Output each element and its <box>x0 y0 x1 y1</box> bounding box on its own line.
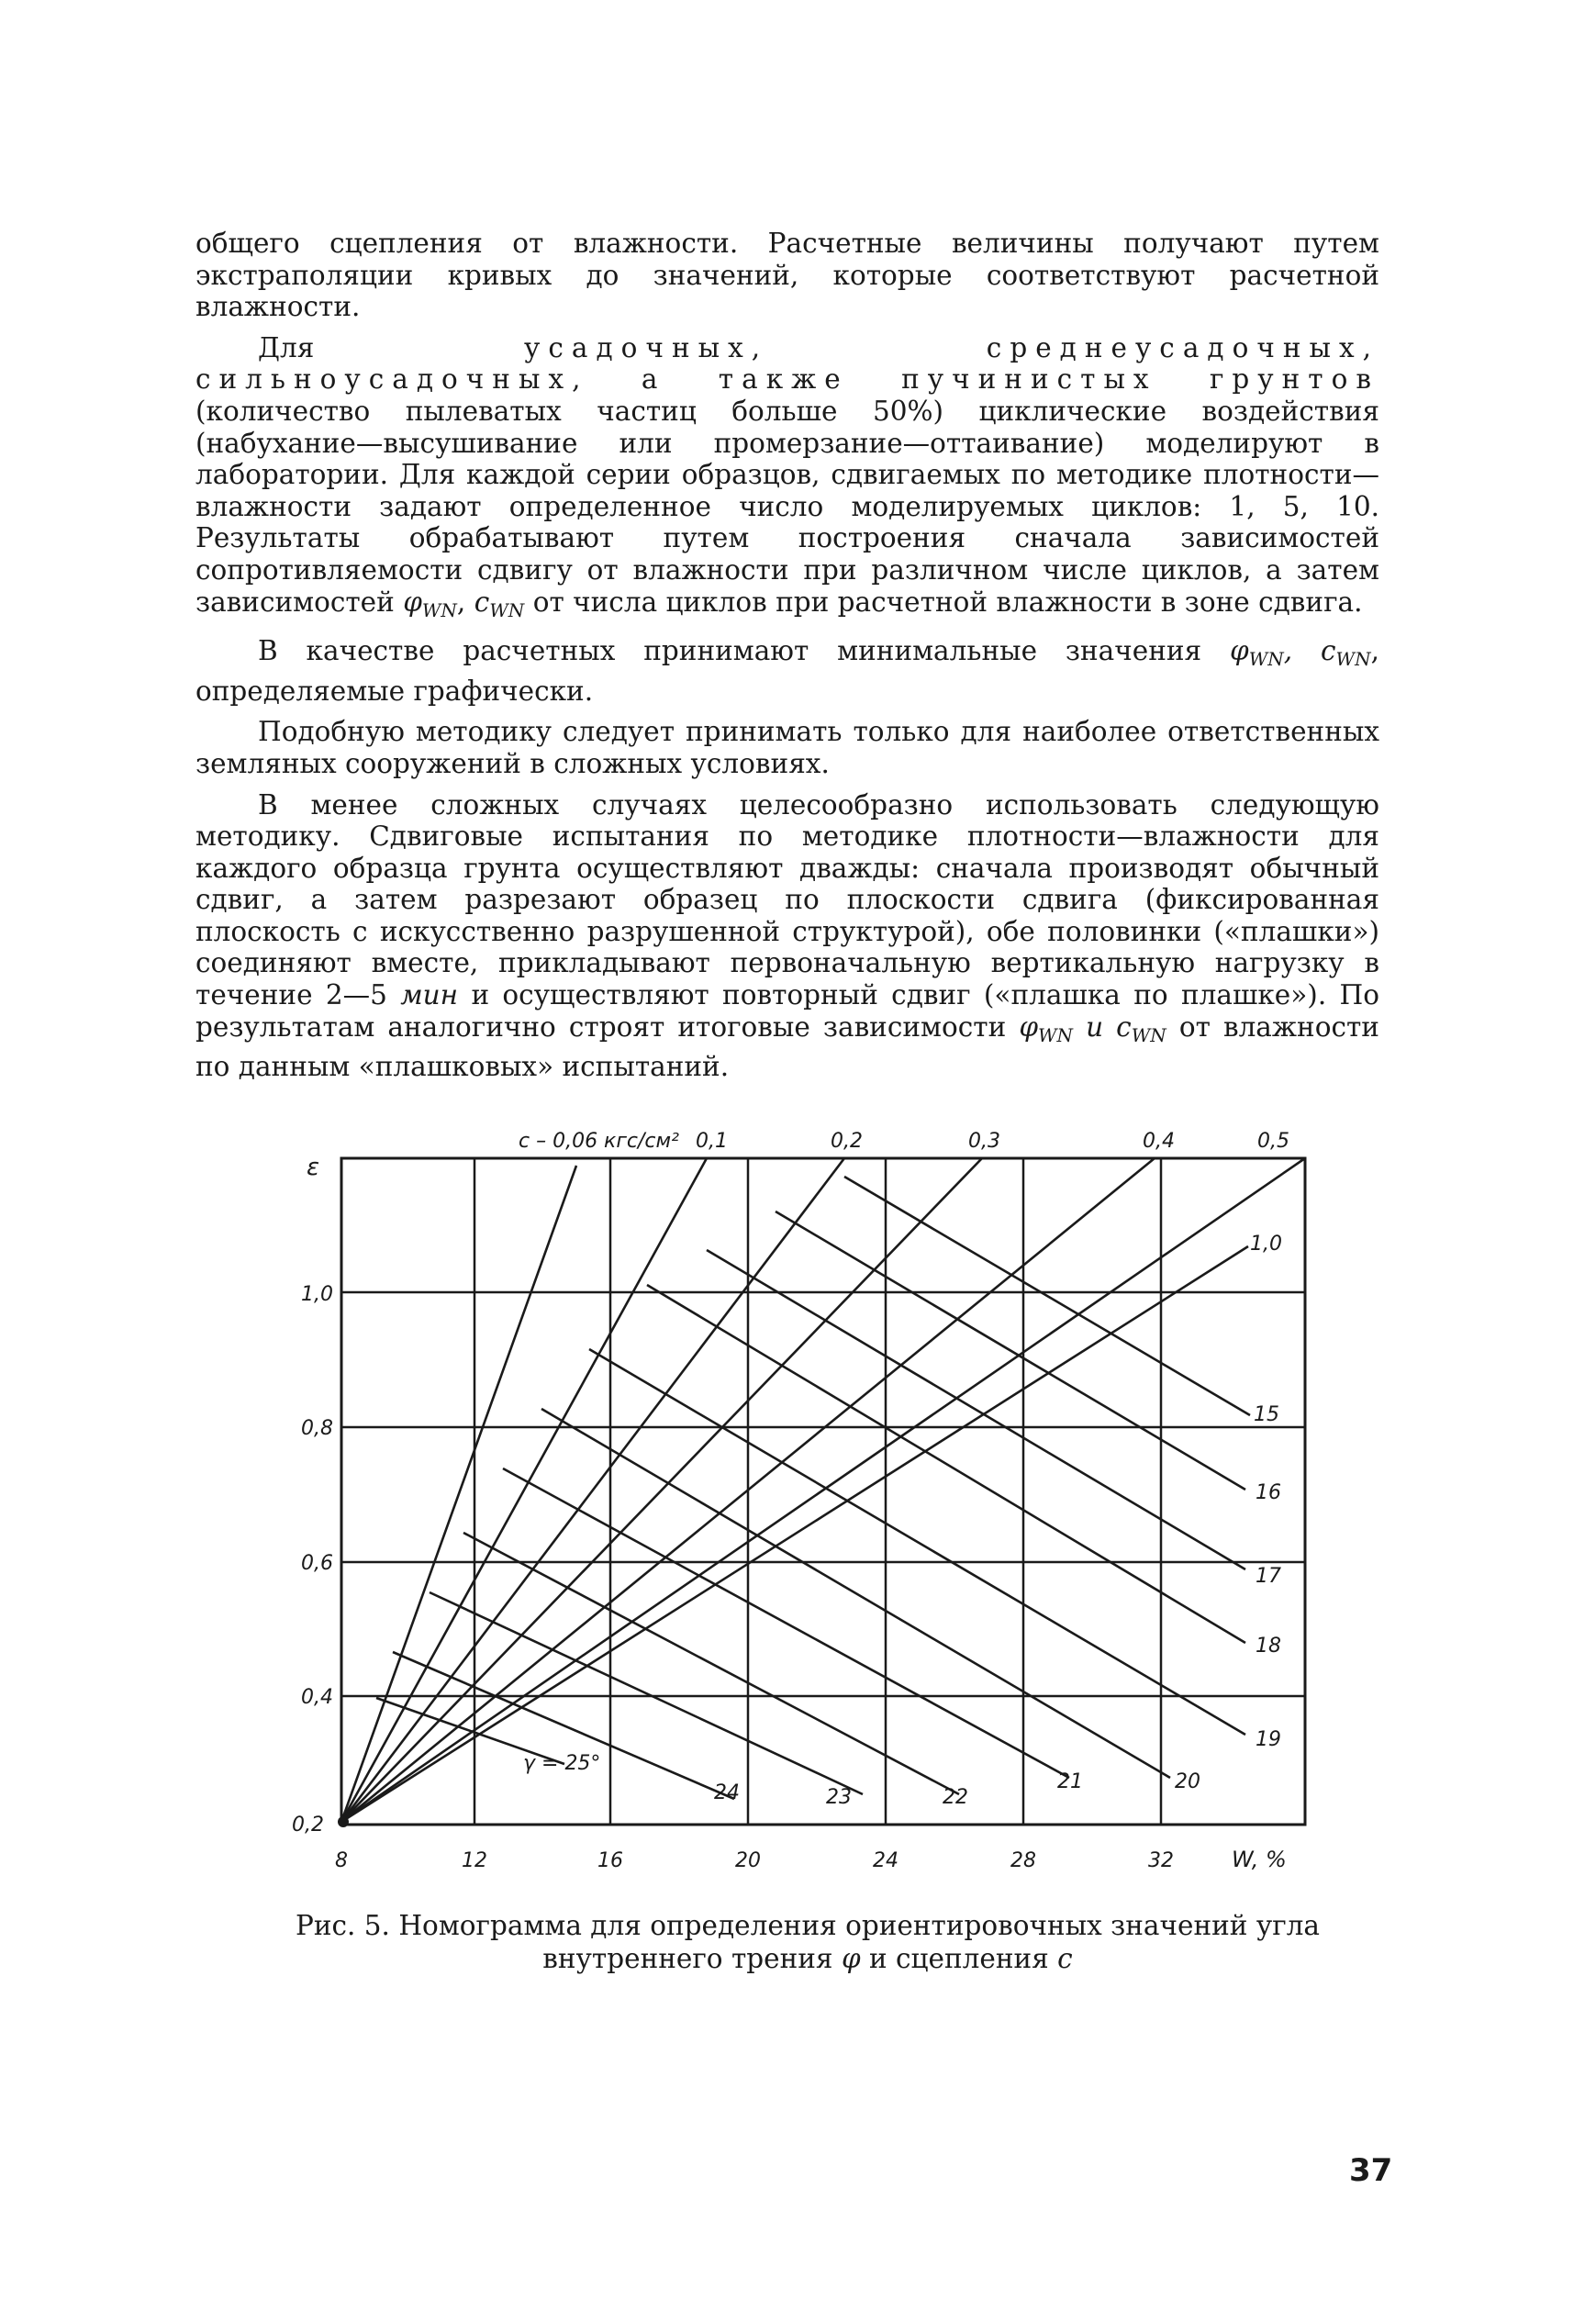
paragraph-3-end: , определяемые графически. <box>195 635 1379 707</box>
phi-label-24: 24 <box>714 1781 740 1804</box>
phi-label-16: 16 <box>1256 1481 1281 1504</box>
phi-symbol: φ <box>841 1943 861 1974</box>
c-label-1-0: 1,0 <box>1250 1233 1282 1256</box>
paragraph-5-body: и осуществляют повторный сдвиг («плашка по плашке»). По результатам аналогично строят итоговые зависимости <box>195 979 1380 1043</box>
phi-label-19: 19 <box>1256 1728 1281 1751</box>
phi-line-23 <box>430 1592 863 1794</box>
paragraph-5-end: от влажности по данным «плашковых» испытаний. <box>195 1010 1379 1083</box>
phi-symbol: φ <box>1019 1010 1038 1043</box>
paragraph-4: Подобную методику следует принимать только для наиболее ответственных земляных сооружений в сложных условиях. <box>195 716 1379 779</box>
subscript: WN <box>1037 1023 1074 1046</box>
page-number: 37 <box>1349 2152 1393 2189</box>
phi-label-23: 23 <box>826 1786 852 1809</box>
x-tick-32: 32 <box>1148 1849 1174 1872</box>
y-tick-0-6: 0,6 <box>301 1552 333 1575</box>
y-tick-0-4: 0,4 <box>301 1686 333 1709</box>
y-axis-label: ε <box>307 1154 320 1181</box>
paragraph-2-spaced-terms: усадочных, среднеусадочных, сильноусадочных, а также пучинистых грунтов <box>195 331 1379 396</box>
c-label-0-3: 0,3 <box>968 1130 1000 1153</box>
phi-label-20: 20 <box>1175 1770 1200 1793</box>
paragraph-2-body: (количество пылеватых частиц больше 50%) циклические воздействия (набухание—высушивание или промерзание—оттаивание) моделируют в лаборатории. Для каждой серии образцов, сдвигаемых по методике плотности—влажности задают определенное число моделируемых циклов: 1, 5, 10. Результаты обрабатывают путем построения сначала зависимостей сопротивляемости сдвигу от влажности при различном числе циклов, а затем зависимостей <box>195 395 1379 618</box>
paragraph-3 <box>195 635 1379 707</box>
phi-line-20 <box>541 1409 1170 1778</box>
c-label-0-5: 0,5 <box>1257 1130 1289 1153</box>
phi-symbol: φ <box>403 586 422 618</box>
paragraph-2-start: Для <box>258 331 315 363</box>
phi-label-21: 21 <box>1057 1770 1083 1793</box>
c-symbol: и c <box>1086 1010 1132 1043</box>
caption-prefix: Рис. 5. <box>296 1910 390 1941</box>
nomogram-chart <box>275 1111 1340 1918</box>
y-tick-labels <box>292 1283 333 1837</box>
c-symbol: с <box>1057 1943 1073 1974</box>
x-tick-24: 24 <box>873 1849 898 1872</box>
subscript: WN <box>1131 1023 1166 1046</box>
phi-label-15: 15 <box>1254 1403 1279 1426</box>
c-symbol: c <box>474 586 490 618</box>
phi-label-18: 18 <box>1256 1635 1281 1658</box>
paragraph-5 <box>195 789 1379 1083</box>
c-label-0-1: 0,1 <box>696 1130 728 1153</box>
subscript: WN <box>489 598 525 621</box>
x-tick-8: 8 <box>335 1849 348 1872</box>
minutes-unit: мин <box>400 979 459 1011</box>
paragraph-2-end: от числа циклов при расчетной влажности в зоне сдвига. <box>532 586 1363 618</box>
body-text <box>195 228 1379 1092</box>
c-line-1-0 <box>341 1246 1248 1822</box>
y-tick-0-8: 0,8 <box>301 1417 333 1440</box>
y-tick-1-0: 1,0 <box>301 1283 333 1306</box>
gamma-label: γ = 25° <box>523 1752 601 1775</box>
x-tick-12: 12 <box>462 1849 487 1872</box>
cohesion-labels <box>519 1130 1289 1256</box>
paragraph-5-start: В менее сложных случаях целесообразно использовать следующую методику. Сдвиговые испытания по методике плотности—влажности для каждого образца грунта осуществляют дважды: сначала производят обычный сдвиг, а затем разрезают образец по плоскости сдвига (фиксированная плоскость с искусственно разрушенной структурой), обе половинки («плашки») соединяют вместе, прикладывают первоначальную вертикальную нагрузку в течение 2—5 <box>195 788 1379 1011</box>
y-tick-0-2: 0,2 <box>292 1814 324 1837</box>
phi-symbol: φ <box>1230 635 1249 667</box>
x-tick-28: 28 <box>1010 1849 1036 1872</box>
phi-label-22: 22 <box>943 1786 968 1809</box>
paragraph-1: общего сцепления от влажности. Расчетные величины получают путем экстраполяции кривых до значений, которые соответствуют расчетной влажности. <box>195 228 1379 323</box>
x-tick-16: 16 <box>597 1849 623 1872</box>
c-label-0-2: 0,2 <box>831 1130 863 1153</box>
x-tick-20: 20 <box>735 1849 761 1872</box>
phi-line-19 <box>589 1349 1245 1735</box>
x-axis-label: W, % <box>1232 1847 1287 1872</box>
subscript: WN <box>421 598 457 621</box>
c-label-0-4: 0,4 <box>1143 1130 1175 1153</box>
c-label-prefix: с – 0,06 кгс/см² <box>519 1130 679 1153</box>
phi-line-16 <box>776 1211 1245 1490</box>
friction-angle-lines <box>376 1177 1250 1799</box>
c-line-0-2 <box>341 1158 844 1822</box>
figure-caption <box>294 1909 1322 1975</box>
vertical-gridlines <box>474 1158 1161 1825</box>
origin-point <box>338 1816 349 1827</box>
c-line-0-06 <box>341 1166 576 1822</box>
phi-line-15 <box>844 1177 1250 1415</box>
caption-text: Номограмма для определения ориентировочных значений угла внутреннего трения <box>398 1910 1320 1974</box>
c-symbol: , c <box>1283 635 1336 667</box>
phi-line-18 <box>647 1285 1245 1643</box>
subscript: WN <box>1248 648 1284 671</box>
paragraph-2 <box>195 332 1379 626</box>
c-line-0-1 <box>341 1158 707 1822</box>
paragraph-3-start: В качестве расчетных принимают минимальные значения <box>258 635 1202 667</box>
caption-and: и сцепления <box>868 1943 1049 1974</box>
phi-line-17 <box>707 1250 1245 1569</box>
comma: , <box>456 586 466 618</box>
x-tick-labels <box>335 1849 1174 1872</box>
nomogram-figure <box>275 1111 1340 1918</box>
phi-line-24 <box>393 1652 734 1799</box>
subscript: WN <box>1335 648 1371 671</box>
phi-label-17: 17 <box>1256 1565 1281 1588</box>
